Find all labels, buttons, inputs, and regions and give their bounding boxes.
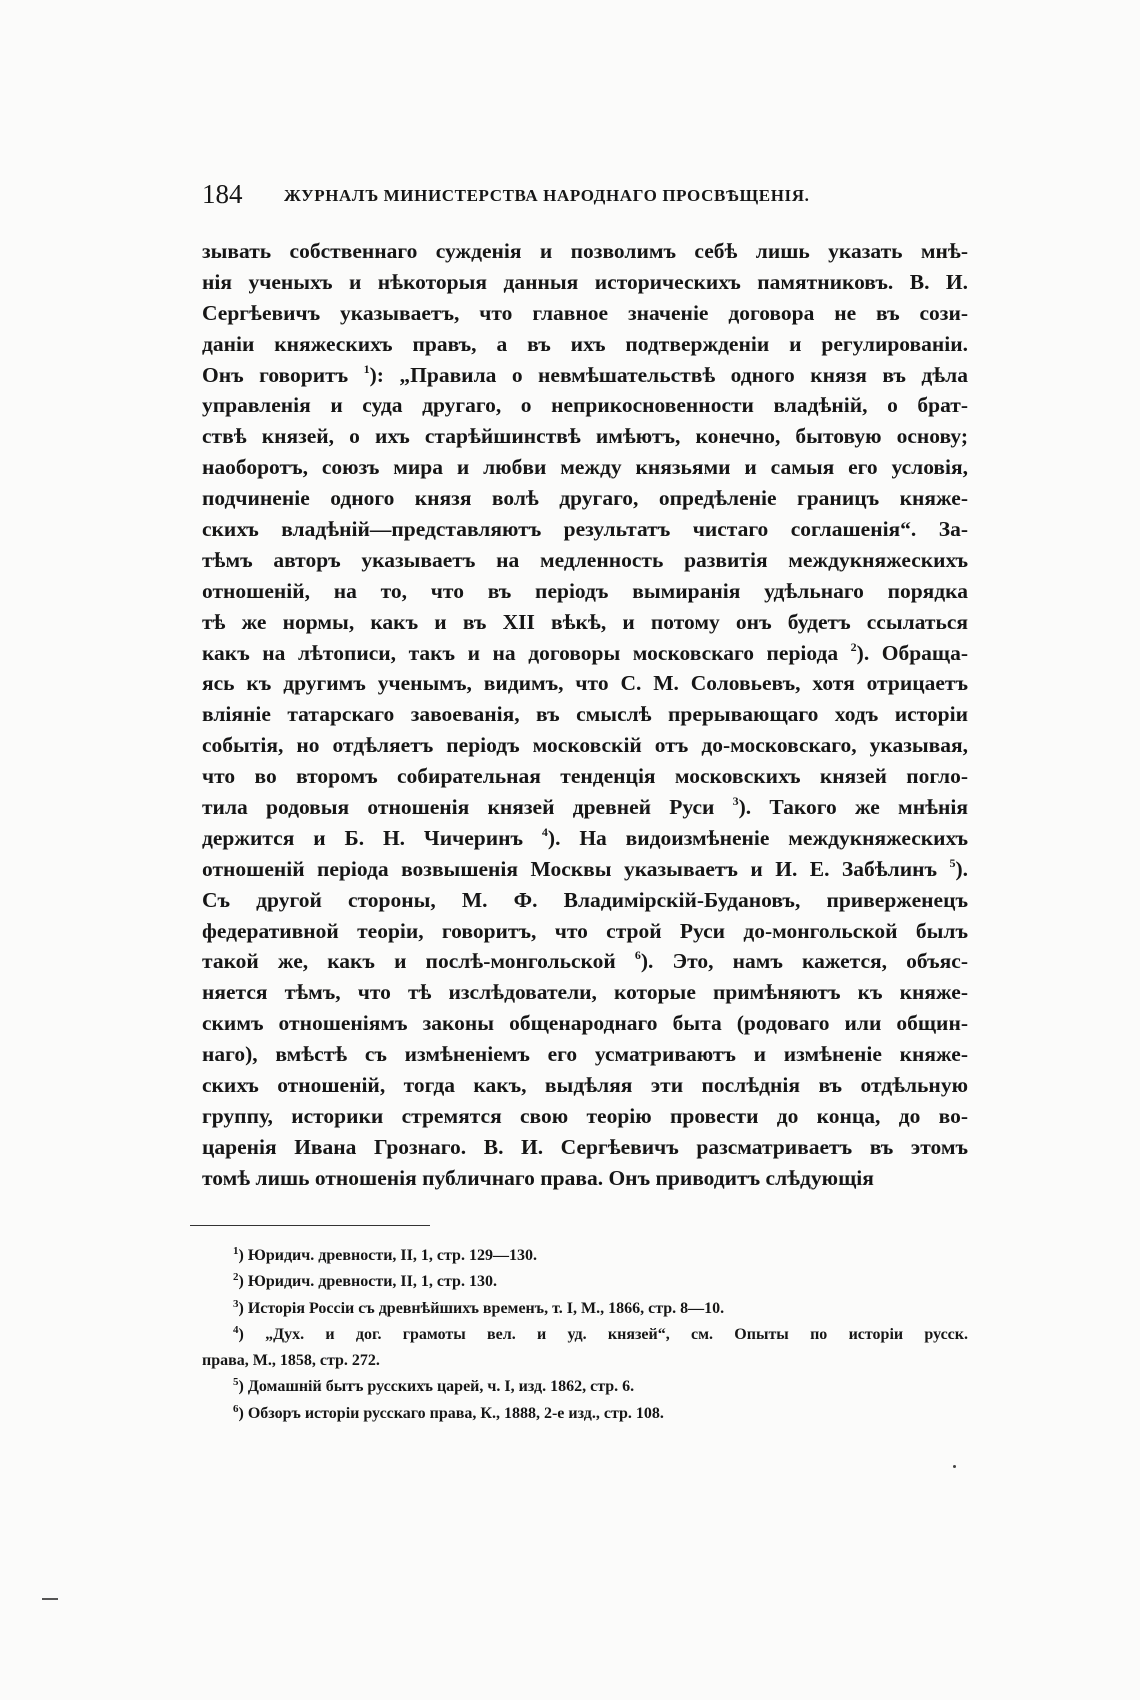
footnote-mark: 2	[233, 1271, 239, 1284]
text-segment: скихъ владѣній—представляютъ результатъ чистаго соглашенія“. За-	[202, 517, 968, 542]
text-line	[202, 236, 968, 267]
text-segment: что во второмъ собирательная тенденція московскихъ князей погло-	[202, 764, 968, 789]
footnote-text: Обзоръ исторіи русскаго права, К., 1888, 2-е изд., стр. 108.	[247, 1404, 664, 1422]
footnote-text: Юридич. древности, II, 1, стр. 129—130.	[247, 1247, 537, 1264]
footnote-reference: 5	[949, 855, 956, 870]
text-line	[202, 267, 968, 298]
footnote-mark: 4	[233, 1323, 239, 1336]
footnote-text: Исторія Россіи съ древнѣйшихъ временъ, т. I, М., 1866, стр. 8—10.	[247, 1299, 725, 1317]
text-segment: Онъ говоритъ	[202, 362, 364, 387]
text-segment: томѣ лишь отношенія публичнаго права. Онъ приводитъ слѣдующія	[202, 1165, 874, 1190]
footnote-text: права, М., 1858, стр. 272.	[202, 1352, 380, 1370]
footnote-item	[202, 1269, 968, 1295]
text-line	[202, 390, 968, 421]
text-line	[202, 1070, 968, 1101]
footnote-mark: 1	[233, 1245, 239, 1257]
footnote-paren: )	[238, 1378, 248, 1396]
text-line	[202, 298, 968, 329]
text-line	[202, 730, 968, 761]
footnote-text: Юридич. древности, II, 1, стр. 130.	[247, 1273, 497, 1291]
text-segment: ясь къ другимъ ученымъ, видимъ, что С. М. Соловьевъ, хотя отрицаетъ	[202, 671, 968, 696]
text-segment: группу, историки стремятся свою теорію провести до конца, до во-	[202, 1103, 968, 1128]
text-line	[202, 1101, 968, 1132]
text-line	[202, 576, 968, 607]
text-line	[202, 792, 968, 823]
footnote-reference: 6	[634, 948, 641, 963]
text-line	[202, 421, 968, 452]
text-line	[202, 514, 968, 545]
text-segment: федеративной теоріи, говоритъ, что строй Руси до-монгольской былъ	[202, 918, 968, 943]
footnote-text: „Дух. и дог. грамоты вел. и уд. князей“, см. Опыты по исторіи русск.	[265, 1325, 968, 1343]
text-segment: ствѣ князей, о ихъ старѣйшинствѣ имѣютъ, конечно, бытовую основу;	[202, 424, 968, 449]
page-number: 184	[202, 179, 243, 209]
text-line	[202, 545, 968, 576]
text-line	[202, 823, 968, 854]
footnote-separator	[190, 1225, 430, 1229]
text-segment: ). Такого же мнѣнія	[738, 795, 968, 820]
text-segment: скимъ отношеніямъ законы общенароднаго быта (родоваго или общин-	[202, 1011, 968, 1036]
footnote-item	[202, 1374, 968, 1400]
text-line	[202, 761, 968, 792]
text-line	[202, 452, 968, 483]
footnote-reference: 2	[850, 639, 857, 654]
footnote-item	[202, 1243, 968, 1269]
footnote-item	[202, 1348, 968, 1374]
footnote-reference: 4	[541, 824, 548, 839]
text-line	[202, 977, 968, 1008]
footnote-text: Домашній бытъ русскихъ царей, ч. I, изд. 1862, стр. 6.	[247, 1378, 635, 1396]
text-line	[202, 1008, 968, 1039]
text-segment: Сергѣевичъ указываетъ, что главное значеніе договора не въ сози-	[202, 300, 968, 325]
footnotes	[202, 1243, 968, 1427]
text-segment: тила родовыя отношенія князей древней Руси	[202, 795, 733, 820]
scan-artifact-dash	[42, 1598, 58, 1600]
text-segment: ): „Правила о невмѣшательствѣ одного князя въ дѣла	[369, 362, 968, 387]
footnote-paren: )	[238, 1404, 248, 1422]
text-line	[202, 607, 968, 638]
text-segment: ). На видоизмѣненіе междукняжескихъ	[547, 825, 968, 850]
text-line	[202, 638, 968, 669]
text-line	[202, 483, 968, 514]
text-segment: отношеній періода возвышенія Москвы указываетъ и И. Е. Забѣлинъ	[202, 856, 950, 881]
text-segment: даніи княжескихъ правъ, а въ ихъ подтвержденіи и регулированіи.	[202, 331, 968, 356]
text-segment: скихъ отношеній, тогда какъ, выдѣляя эти послѣднія въ отдѣльную	[202, 1073, 968, 1098]
text-segment: ). Это, намъ кажется, объяс-	[640, 949, 968, 974]
text-segment: ). Обраща-	[856, 640, 968, 665]
footnote-mark: 5	[233, 1376, 239, 1389]
scan-artifact-speck	[953, 1465, 956, 1468]
text-line	[202, 329, 968, 360]
footnote-paren: )	[238, 1299, 248, 1317]
text-segment: нія ученыхъ и нѣкоторыя данныя историческихъ памятниковъ. В. И.	[202, 269, 968, 294]
footnote-paren: )	[238, 1247, 248, 1264]
text-segment: какъ на лѣтописи, такъ и на договоры московскаго періода	[202, 640, 851, 665]
text-segment: тѣмъ авторъ указываетъ на медленность развитія междукняжескихъ	[202, 547, 968, 572]
text-line	[202, 699, 968, 730]
text-segment: Съ другой стороны, М. Ф. Владимірскій-Будановъ, приверженецъ	[202, 887, 968, 912]
footnote-reference: 3	[732, 794, 739, 809]
text-segment: отношеній, на то, что въ періодъ вымиранія удѣльнаго порядка	[202, 578, 968, 603]
text-segment: вліяніе татарскаго завоеванія, въ смыслѣ прерывающаго ходъ исторіи	[202, 702, 968, 727]
text-line	[202, 1132, 968, 1163]
main-text	[202, 236, 968, 1194]
text-segment: няется тѣмъ, что тѣ изслѣдователи, которые примѣняютъ къ княже-	[202, 980, 968, 1005]
footnote-mark: 6	[233, 1402, 239, 1415]
footnote-reference: 1	[363, 361, 370, 376]
page-header	[202, 178, 972, 214]
text-line	[202, 885, 968, 916]
text-segment: подчиненіе одного князя волѣ другаго, опредѣленіе границъ княже-	[202, 486, 968, 511]
text-segment: управленія и суда другаго, о неприкосновенности владѣній, о брат-	[202, 393, 968, 418]
text-line	[202, 854, 968, 885]
text-line	[202, 1163, 968, 1194]
footnote-mark: 3	[233, 1297, 239, 1310]
footnote-item	[202, 1401, 968, 1427]
running-title: ЖУРНАЛЪ МИНИСТЕРСТВА НАРОДНАГО ПРОСВѢЩЕНІЯ.	[284, 186, 810, 205]
text-segment: зывать собственнаго сужденія и позволимъ себѣ лишь указать мнѣ-	[202, 239, 968, 263]
text-segment: тѣ же нормы, какъ и въ XII вѣкѣ, и потому онъ будетъ ссылаться	[202, 609, 968, 634]
text-segment: наоборотъ, союзъ мира и любви между князьями и самыя его условія,	[202, 455, 968, 480]
text-segment: такой же, какъ и послѣ-монгольской	[202, 949, 635, 974]
footnote-paren: )	[238, 1325, 266, 1343]
footnote-item	[202, 1322, 968, 1348]
footnote-item	[202, 1296, 968, 1322]
text-segment: держится и Б. Н. Чичеринъ	[202, 825, 542, 850]
text-line	[202, 360, 968, 391]
text-line	[202, 946, 968, 977]
text-segment: ).	[955, 856, 968, 881]
text-segment: событія, но отдѣляетъ періодъ московскій отъ до-московскаго, указывая,	[202, 733, 968, 758]
text-segment: наго), вмѣстѣ съ измѣненіемъ его усматриваютъ и измѣненіе княже-	[202, 1042, 968, 1067]
text-line	[202, 916, 968, 947]
text-line	[202, 668, 968, 699]
text-line	[202, 1039, 968, 1070]
footnote-paren: )	[238, 1273, 248, 1291]
text-segment: царенія Ивана Грознаго. В. И. Сергѣевичъ разсматриваетъ въ этомъ	[202, 1134, 968, 1159]
